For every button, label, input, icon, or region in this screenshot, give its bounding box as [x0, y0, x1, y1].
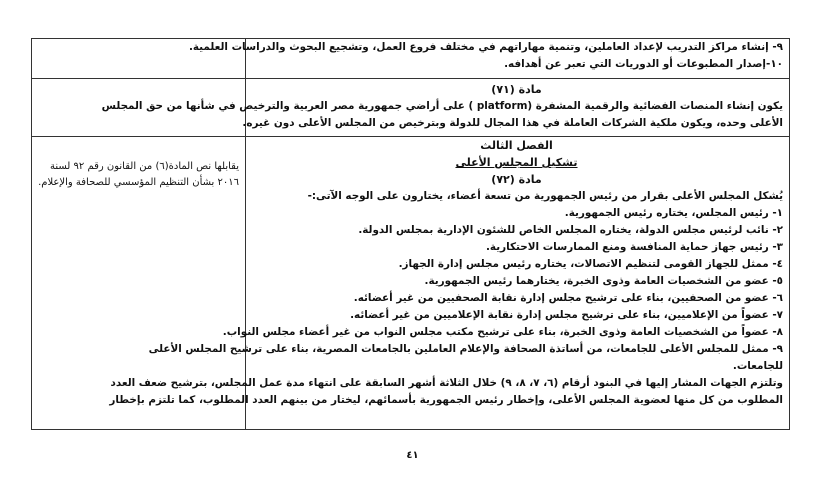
list-item: ٤- ممثل للجهاز القومى لتنظيم الاتصالات، يختاره رئيس مجلس إدارة الجهاز. [398, 258, 783, 270]
note-text: يقابلها نص المادة(٦) من القانون رقم ٩٢ لسنة ٢٠١٦ بشأن التنظيم المؤسسي للصحافة والإعلام. [38, 161, 239, 188]
chapter-title: الفصل الثالث [480, 139, 553, 152]
list-item: ٨- عضواً من الشخصيات العامة وذوى الخبرة، بناء على ترشيح مكتب مجلس النواب من غير أعضاء مجلس النواب. [222, 326, 783, 338]
list-item: ٥- عضو من الشخصيات العامة وذوى الخبرة، يختارهما رئيس الجمهورية. [424, 275, 783, 287]
text-line: الأعلى وحده، ويكون ملكية الشركات العاملة في هذا المجال للدولة وبترخيص من المجلس الأعلى دون غيره. [242, 117, 783, 129]
article-title: مادة (٧٢) [491, 173, 542, 186]
text-cell [101, 79, 790, 137]
list-item: ٢- نائب لرئيس مجلس الدولة، يختاره المجلس الخاص للشئون الإدارية بمجلس الدولة. [358, 224, 783, 236]
intro-line: يُشكل المجلس الأعلى بقرار من رئيس الجمهورية من تسعة أعضاء، يختارون على الوجه الآتى:- [307, 190, 783, 202]
list-item-continuation: للجامعات. [732, 360, 783, 372]
section-title: تشكيل المجلس الأعلى [455, 156, 578, 169]
page-number: ٤١ [406, 450, 419, 461]
list-item: ٧- عضواً من الإعلاميين، بناء على ترشيح مجلس إدارة نقابة الإعلاميين من غير أعضائه. [350, 309, 783, 321]
table-row [32, 79, 790, 137]
text-cell [188, 39, 790, 79]
text-line: يكون إنشاء المنصات الفضائية والرقمية المشفرة (platform ) على أراضي جمهورية مصر العربية والترخيص في شأنها من حق المجلس [101, 100, 783, 112]
list-item: ٦- عضو من الصحفيين، بناء على ترشيح مجلس إدارة نقابة الصحفيين من غير أعضائه. [353, 292, 783, 304]
list-item: ٩- ممثل للمجلس الأعلى للجامعات، من أساتذة الصحافة والإعلام العاملين بالجامعات المصرية، بناء على ترشيح المجلس الأعلى [148, 343, 783, 355]
article-title: مادة (٧١) [491, 83, 542, 96]
closing-line: وتلتزم الجهات المشار إليها في البنود أرقام (٦، ٧، ٨، ٩) خلال الثلاثة أشهر السابقة على انتهاء مدة عمل المجلس، بترشيح ضعف العدد [110, 377, 783, 389]
table-row [32, 137, 790, 430]
table-row [32, 39, 790, 79]
list-item: ٣- رئيس جهاز حماية المنافسة ومنع الممارسات الاحتكارية. [485, 241, 783, 253]
law-comparison-table [31, 38, 790, 430]
text-line: ٩- إنشاء مراكز التدريب لإعداد العاملين، وتنمية مهاراتهم في مختلف فروع العمل، وتشجيع البحوث والدراسات العلمية. [188, 41, 783, 53]
closing-line: المطلوب من كل منها لعضوية المجلس الأعلى، وإخطار رئيس الجمهورية بأسمائهم، ليختار من بينهم العدد المطلوب، كما تلتزم بإخطار [109, 394, 783, 406]
list-item: ١- رئيس المجلس، يختاره رئيس الجمهورية. [564, 207, 783, 219]
text-line: ١٠-إصدار المطبوعات أو الدوريات التي تعبر عن أهدافه. [504, 58, 783, 70]
